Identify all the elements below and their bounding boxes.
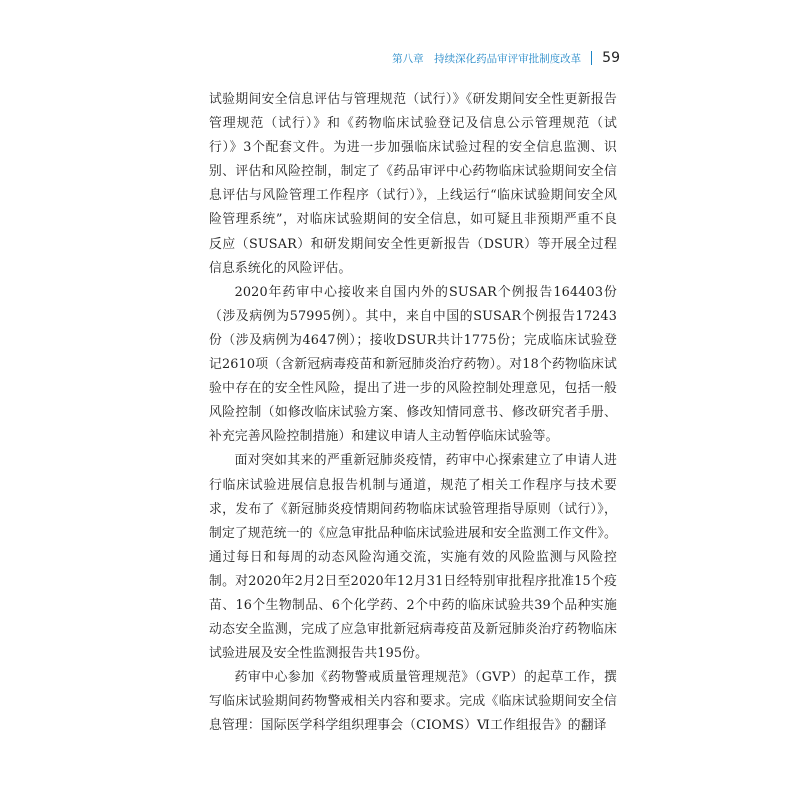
paragraph: 药审中心参加《药物警戒质量管理规范》（GVP）的起草工作，撰写临床试验期间药物警戒相关内容和要求。完成《临床试验期间安全信息管理：国际医学科学组织理事会（CIOMS）Ⅵ工作组报告》的翻译	[209, 670, 617, 734]
body-text	[209, 88, 617, 739]
running-header	[380, 46, 620, 70]
header-separator	[591, 51, 592, 65]
chapter-title: 第八章 持续深化药品审评审批制度改革	[392, 52, 582, 65]
page-number: 59	[602, 50, 620, 66]
paragraph: 面对突如其来的严重新冠肺炎疫情，药审中心探索建立了申请人进行临床试验进展信息报告机制与通道，规范了相关工作程序与技术要求，发布了《新冠肺炎疫情期间药物临床试验管理指导原则（试行）》，制定了规范统一的《应急审批品种临床试验进展和安全监测工作文件》。通过每日和每周的动态风险沟通交流，实施有效的风险监测与风险控制。对2020年2月2日至2020年12月31日经特别审批程序批准15个疫苗、16个生物制品、6个化学药、2个中药的临床试验共39个品种实施动态安全监测，完成了应急审批新冠病毒疫苗及新冠肺炎治疗药物临床试验进展及安全性监测报告共195份。	[209, 453, 617, 662]
paragraph: 2020年药审中心接收来自国内外的SUSAR个例报告164403份（涉及病例为57995例）。其中，来自中国的SUSAR个例报告17243份（涉及病例为4647例）；接收DSUR共计1775份；完成临床试验登记2610项（含新冠病毒疫苗和新冠肺炎治疗药物）。对18个药物临床试验中存在的安全性风险，提出了进一步的风险控制处理意见，包括一般风险控制（如修改临床试验方案、修改知情同意书、修改研究者手册、补充完善风险控制措施）和建议申请人主动暂停临床试验等。	[209, 284, 617, 445]
paragraph-continued: 试验期间安全信息评估与管理规范（试行）》《研发期间安全性更新报告管理规范（试行）》和《药物临床试验登记及信息公示管理规范（试行）》3个配套文件。为进一步加强临床试验过程的安全信息监测、识别、评估和风险控制，制定了《药品审评中心药物临床试验期间安全信息评估与风险管理工作程序（试行）》，上线运行“临床试验期间安全风险管理系统”，对临床试验期间的安全信息，如可疑且非预期严重不良反应（SUSAR）和研发期间安全性更新报告（DSUR）等开展全过程信息系统化的风险评估。	[209, 92, 617, 276]
